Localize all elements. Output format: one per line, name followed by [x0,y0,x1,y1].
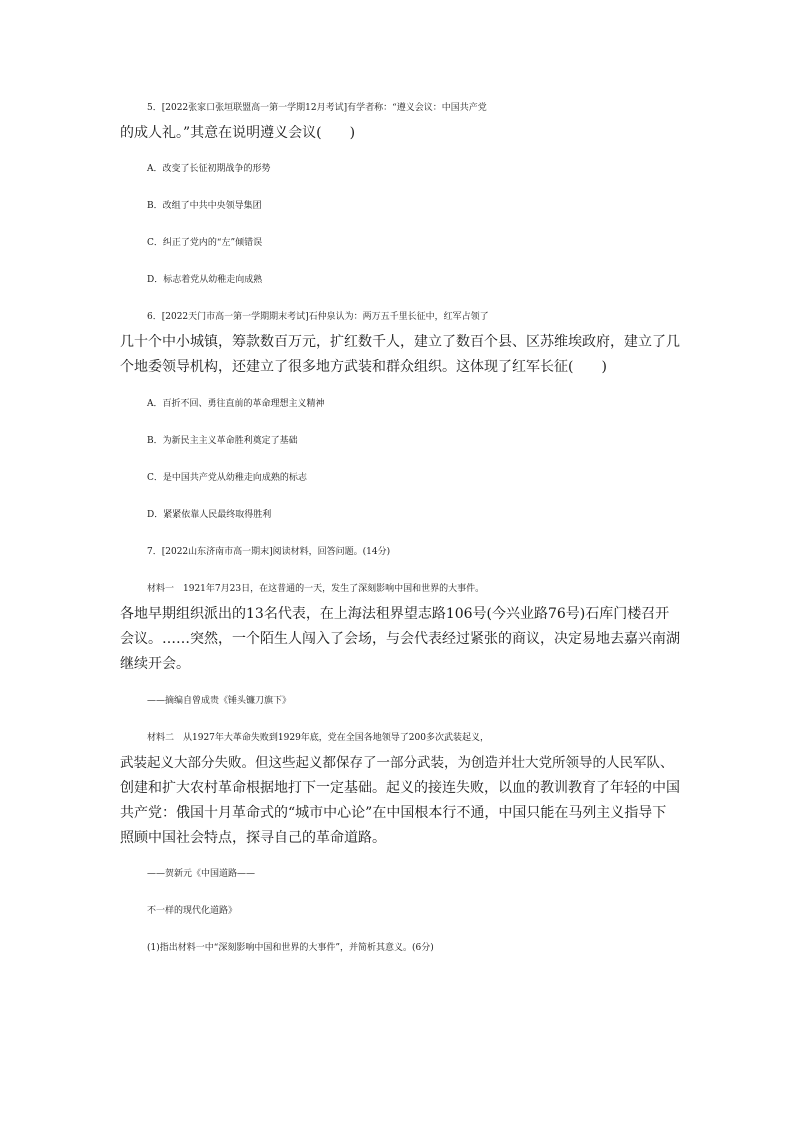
q7-material2-source-line2: 不一样的现代化道路》 [147,906,238,916]
q6-option-d: D．紧紧依靠人民最终取得胜利 [147,510,272,520]
q7-material2-source-line1: ——贺新元《中国道路—— [147,869,256,879]
q6-stem-line1: 6．[2022天门市高一第一学期期末考试]石仲泉认为：两万五千里长征中，红军占领了 [147,312,489,322]
q5-stem-line1: 5．[2022张家口张垣联盟高一第一学期12月考试]有学者称：“遵义会议：中国共产党 [147,103,487,113]
q5-option-d: D．标志着党从幼稚走向成熟 [147,275,263,285]
q5-stem-line2: 的成人礼。”其意在说明遵义会议( ) [120,125,356,141]
q7-material1-line3: 会议。……突然，一个陌生人闯入了会场，与会代表经过紧张的商议，决定易地去嘉兴南湖 [120,631,680,647]
q6-option-b: B．为新民主主义革命胜利奠定了基础 [147,436,298,446]
q7-material2-line5: 照顾中国社会特点，探寻自己的革命道路。 [120,830,386,846]
q7-subquestion-1: (1)指出材料一中“深刻影响中国和世界的大事件”，并简析其意义。(6分) [147,943,434,953]
q7-material2-line4: 共产党：俄国十月革命式的“城市中心论”在中国根本行不通，中国只能在马列主义指导下 [120,805,667,821]
q5-option-c: C．纠正了党内的“左”倾错误 [147,238,263,248]
q7-material1-source: ——摘编自曾成贵《锤头镰刀旗下》 [147,696,292,706]
q6-stem-line3: 个地委领导机构，还建立了很多地方武装和群众组织。这体现了红军长征( ) [120,359,607,375]
q7-material1-line2: 各地早期组织派出的13名代表，在上海法租界望志路106号(今兴业路76号)石库门楼召开 [120,606,670,622]
q7-material2-line3: 创建和扩大农村革命根据地打下一定基础。起义的接连失败，以血的教训教育了年轻的中国 [120,780,680,796]
q7-material1-line4: 继续开会。 [120,656,190,672]
q6-option-a: A．百折不回、勇往直前的革命理想主义精神 [147,399,325,409]
q5-option-b: B．改组了中共中央领导集团 [147,201,262,211]
q6-stem-line2: 几十个中小城镇，筹款数百万元，扩红数千人，建立了数百个县、区苏维埃政府，建立了几 [120,334,680,350]
q7-material2-line1: 材料二 从1927年大革命失败到1929年底，党在全国各地领导了200多次武装起义， [147,733,489,743]
q5-option-a: A．改变了长征初期战争的形势 [147,164,271,174]
q7-material1-line1: 材料一 1921年7月23日，在这普通的一天，发生了深刻影响中国和世界的大事件。 [147,584,485,594]
q6-option-c: C．是中国共产党从幼稚走向成熟的标志 [147,473,307,483]
q7-material2-line2: 武装起义大部分失败。但这些起义都保存了一部分武装，为创造并壮大党所领导的人民军队、 [120,755,674,771]
q7-header: 7．[2022山东济南市高一期末]阅读材料，回答问题。(14分) [147,547,391,557]
